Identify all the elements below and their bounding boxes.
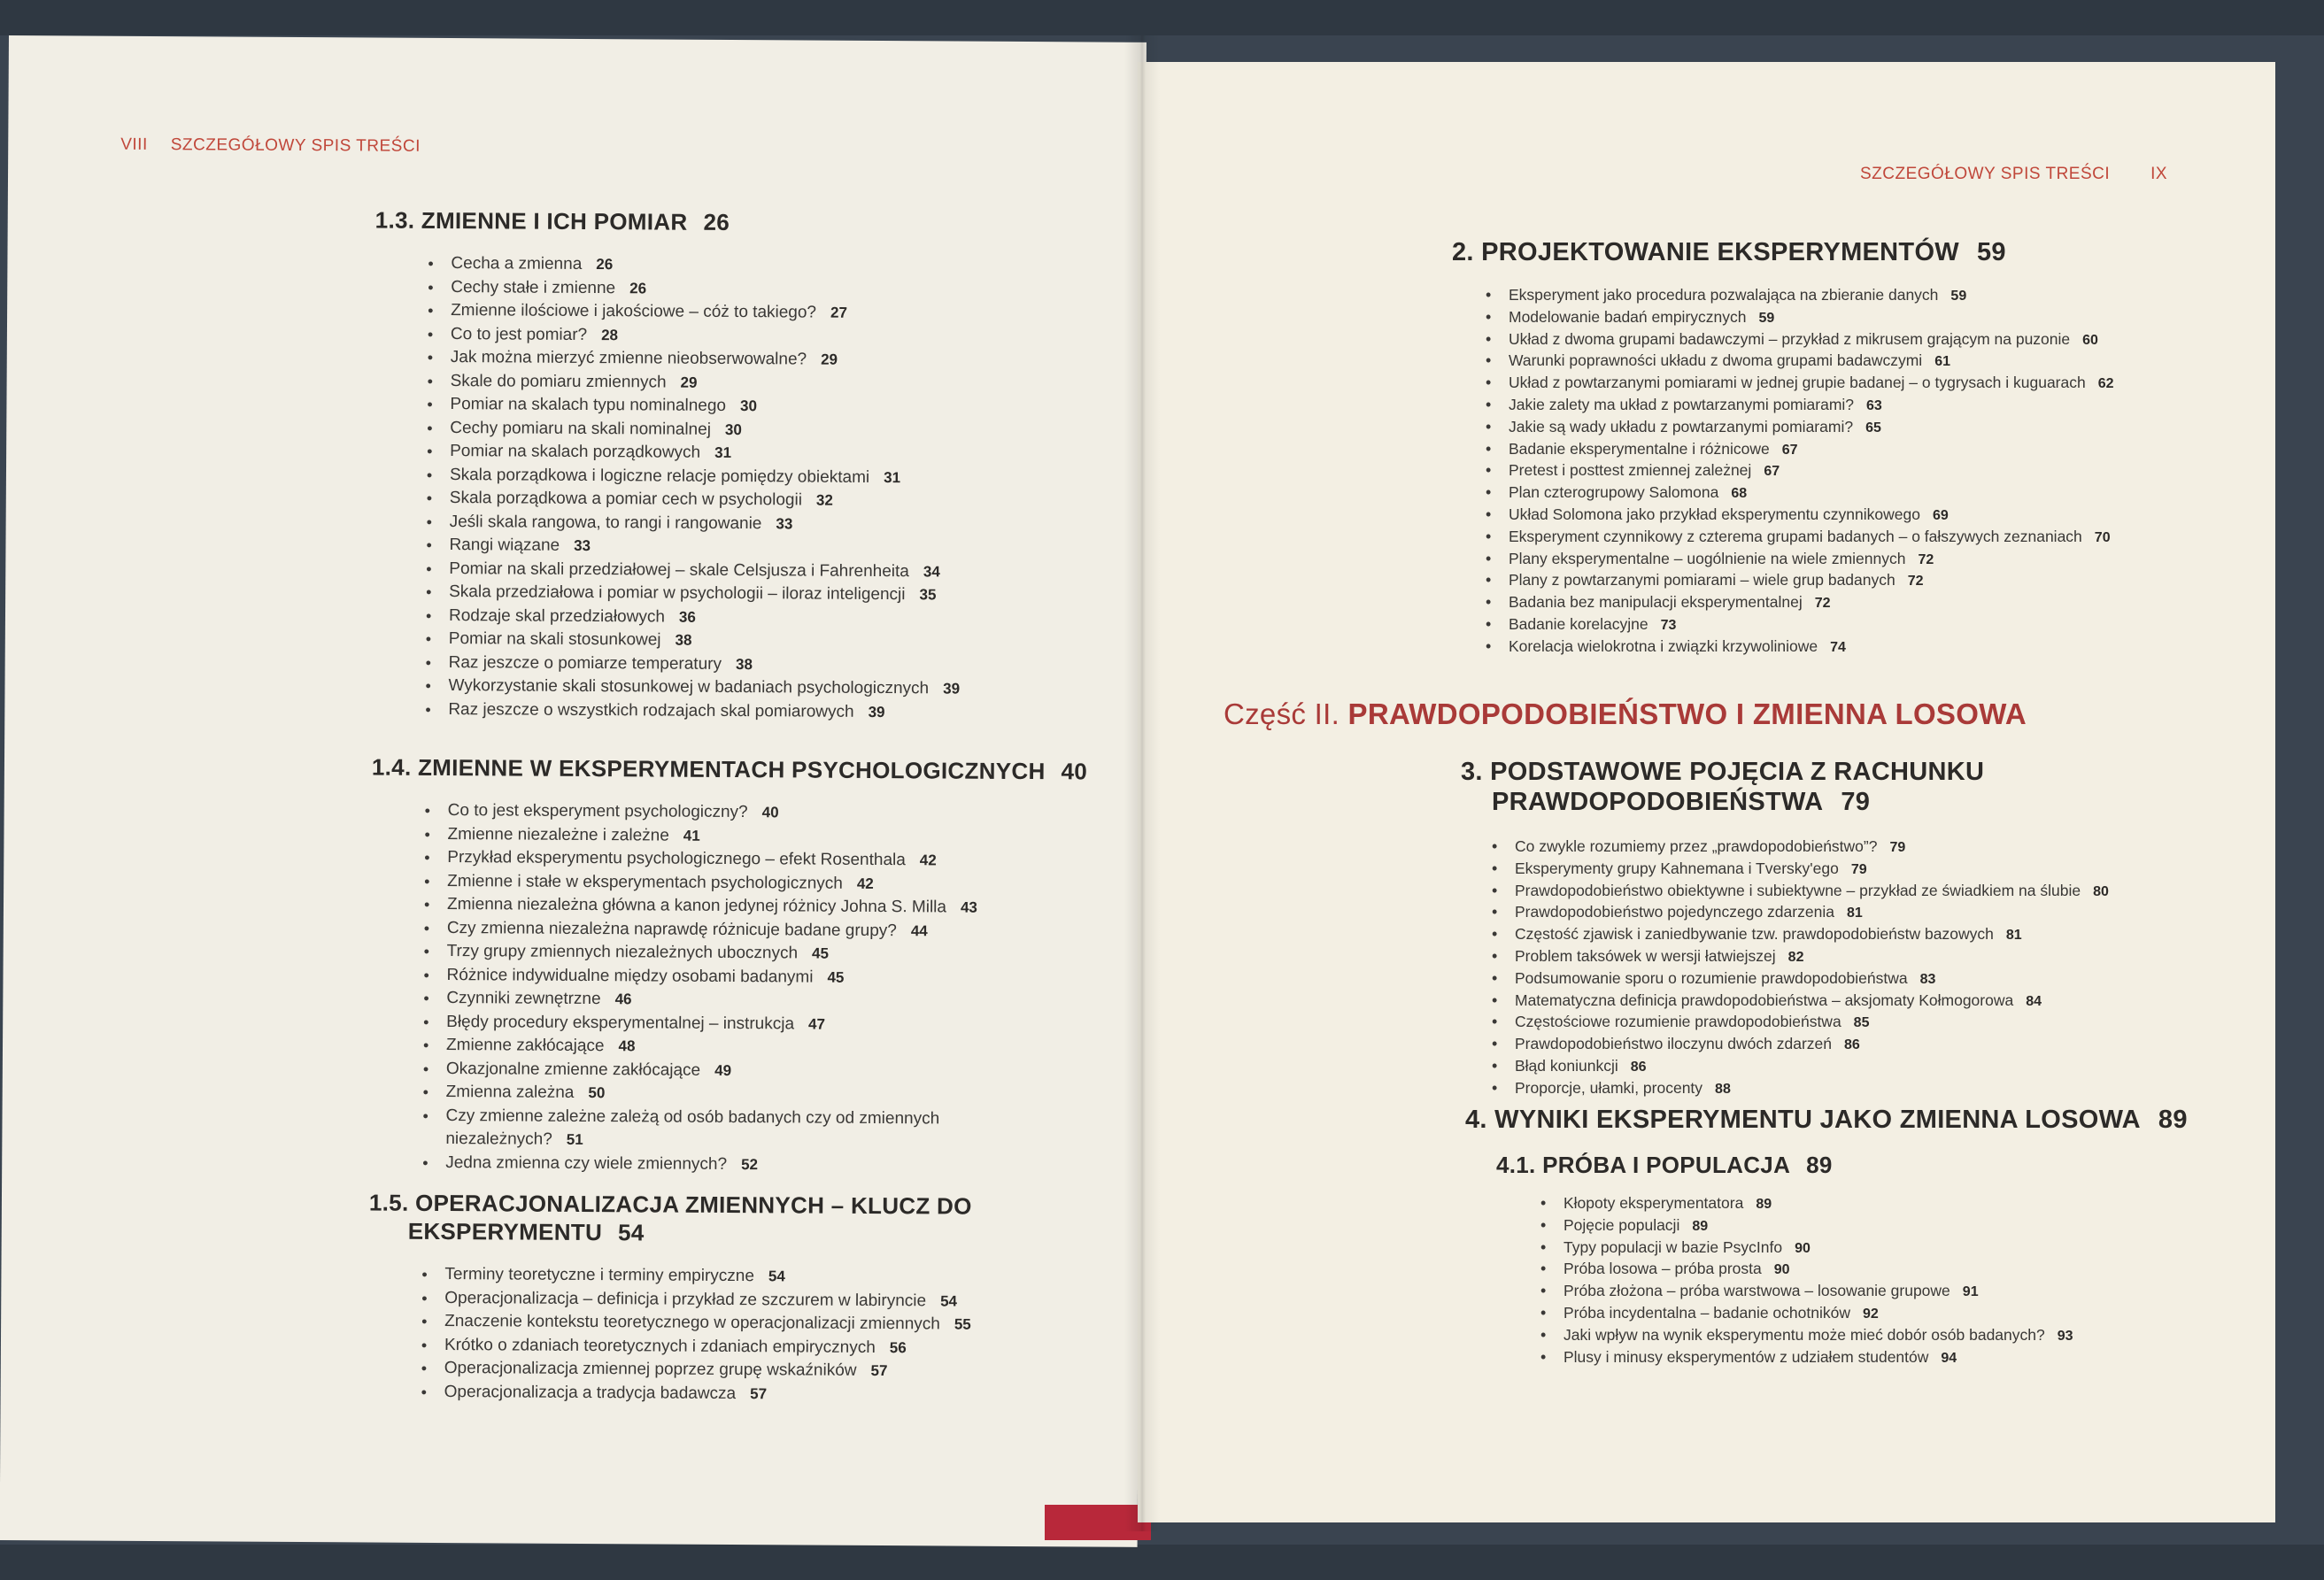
entry-page: 33: [574, 536, 591, 555]
entry-text: Skale do pomiaru zmiennych: [450, 371, 667, 392]
entry-text: Układ z dwoma grupami badawczymi – przykład z mikrusem grającym na puzonie: [1509, 329, 2071, 348]
entry-text: Operacjonalizacja zmiennej poprzez grupę wskaźników: [444, 1359, 857, 1380]
entry-text: Typy populacji w bazie PsycInfo: [1563, 1237, 1783, 1256]
entry-page: 70: [2094, 529, 2111, 545]
toc-list: [425, 252, 1100, 726]
entry-text: Czy zmienne zależne zależą od osób badanych czy od zmiennych niezależnych?: [445, 1106, 940, 1149]
toc-entry: [1486, 417, 2231, 439]
mat-stripe: [0, 0, 2324, 35]
entry-page: 42: [919, 852, 937, 869]
entry-text: Krótko o zdaniach teoretycznych i zdaniach empirycznych: [444, 1335, 876, 1357]
entry-text: Czynniki zewnętrzne: [446, 989, 601, 1009]
entry-text: Jak można mierzyć zmienne nieobserwowalne?: [450, 348, 807, 369]
entry-text: Problem taksówek w wersji łatwiejszej: [1515, 946, 1776, 965]
toc-entry: [1540, 1347, 2244, 1369]
right-page: [1138, 62, 2275, 1522]
toc-entry: [1486, 329, 2231, 351]
entry-text: Wykorzystanie skali stosunkowej w badaniach psychologicznych: [448, 676, 930, 698]
toc-entry: [1492, 1056, 2240, 1078]
toc-entry: [1486, 395, 2231, 417]
toc-entry: [424, 846, 991, 873]
entry-text: Różnice indywidualne między osobami badanymi: [446, 965, 814, 987]
entry-text: Skala porządkowa i logiczne relacje pomiędzy obiektami: [449, 465, 870, 487]
entry-page: 30: [724, 420, 742, 438]
left-page: [0, 35, 1147, 1547]
toc-entry: [1492, 946, 2240, 968]
entry-page: 81: [1846, 906, 1863, 921]
entry-page: 49: [714, 1061, 732, 1079]
entry-text: Jaki wpływ na wynik eksperymentu może mieć dobór osób badanych?: [1563, 1325, 2045, 1344]
entry-text: Cecha a zmienna: [451, 254, 583, 274]
toc-entry: [1486, 373, 2231, 395]
entry-page: 86: [1630, 1059, 1647, 1075]
toc-entry: [422, 1151, 989, 1177]
entry-text: Co to jest eksperyment psychologiczny?: [447, 801, 748, 822]
toc-entry: [423, 963, 990, 990]
entry-text: Plan czterogrupowy Salomona: [1509, 483, 1719, 502]
toc-entry: [1492, 859, 2240, 881]
entry-text: Pomiar na skalach porządkowych: [450, 442, 701, 462]
entry-page: 86: [1844, 1037, 1860, 1053]
running-head-left: [120, 135, 421, 157]
section-title: 1.5. OPERACJONALIZACJA ZMIENNYCH – KLUCZ DO EKSPERYMENTU 54: [368, 1189, 972, 1246]
section-title: 4.1. PRÓBA I POPULACJA 89: [1496, 1152, 1833, 1178]
entry-page: 68: [1731, 486, 1748, 502]
toc-entry: [1492, 1034, 2240, 1056]
entry-text: Badanie eksperymentalne i różnicowe: [1509, 439, 1770, 458]
entry-page: 89: [1756, 1197, 1772, 1212]
entry-page: 59: [1758, 310, 1775, 326]
entry-page: 91: [1962, 1284, 1979, 1300]
running-head-right: [1860, 165, 2167, 184]
section-1-3: [372, 206, 1101, 726]
entry-text: Przykład eksperymentu psychologicznego – efekt Rosenthala: [447, 848, 906, 870]
entry-page: 47: [807, 1015, 826, 1033]
toc-entry: [1486, 570, 2231, 592]
entry-page: 72: [1918, 551, 1934, 567]
entry-page: 50: [588, 1084, 606, 1102]
entry-text: Zmienne niezależne i zależne: [447, 824, 669, 845]
toc-entry: [1486, 614, 2231, 636]
entry-page: 94: [1941, 1350, 1957, 1366]
entry-page: 92: [1862, 1306, 1879, 1322]
toc-entry: [1540, 1303, 2244, 1325]
entry-page: 29: [821, 351, 838, 368]
toc-entry: [1486, 549, 2231, 571]
entry-page: 57: [750, 1384, 768, 1402]
chapter-2: [1452, 237, 2231, 659]
entry-text: Raz jeszcze o pomiarze temperatury: [448, 652, 722, 674]
entry-page: 88: [1715, 1081, 1731, 1097]
entry-text: Zmienna niezależna główna a kanon jedynej różnicy Johna S. Milla: [446, 895, 947, 917]
entry-text: Cechy pomiaru na skali nominalnej: [450, 418, 712, 439]
entry-text: Układ z powtarzanymi pomiarami w jednej grupie badanej – o tygrysach i kuguarach: [1509, 374, 2086, 392]
entry-page: 29: [680, 374, 698, 391]
entry-page: 62: [2097, 376, 2114, 392]
entry-page: 45: [827, 968, 845, 986]
toc-entry: [1486, 307, 2231, 329]
toc-entry: [1486, 351, 2231, 373]
entry-page: 74: [1830, 639, 1846, 655]
entry-text: Proporcje, ułamki, procenty: [1515, 1078, 1703, 1097]
entry-text: Matematyczna definicja prawdopodobieństwa – aksjomaty Kołmogorowa: [1515, 990, 2014, 1009]
entry-text: Cechy stałe i zmienne: [451, 277, 616, 297]
toc-entry: [423, 1057, 990, 1083]
entry-page: 34: [923, 562, 940, 580]
chapter-title: 2. PROJEKTOWANIE EKSPERYMENTÓW 59: [1452, 238, 2006, 266]
entry-text: Plany eksperymentalne – uogólnienie na wiele zmiennych: [1509, 549, 1906, 567]
toc-entry: [1486, 439, 2231, 461]
entry-text: Znaczenie kontekstu teoretycznego w operacjonalizacji zmiennych: [444, 1312, 940, 1334]
entry-text: Pojęcie populacji: [1563, 1215, 1680, 1234]
entry-text: Skala przedziałowa i pomiar w psychologii – iloraz inteligencji: [449, 582, 906, 605]
toc-entry: [423, 1034, 990, 1060]
entry-text: Prawdopodobieństwo pojedynczego zdarzenia: [1515, 903, 1834, 921]
toc-list: [1540, 1193, 2244, 1368]
entry-page: 39: [868, 703, 885, 721]
toc-entry: [424, 916, 991, 943]
entry-text: Pretest i posttest zmiennej zależnej: [1509, 461, 1752, 480]
entry-page: 79: [1850, 861, 1867, 877]
toc-list: [422, 799, 992, 1178]
entry-page: 31: [884, 468, 901, 486]
entry-text: Eksperyment jako procedura pozwalająca na zbieranie danych: [1509, 286, 1939, 304]
entry-text: Trzy grupy zmiennych niezależnych ubocznych: [446, 942, 799, 963]
entry-page: 73: [1660, 617, 1677, 633]
entry-text: Terminy teoretyczne i terminy empiryczne: [444, 1265, 755, 1286]
running-title: SZCZEGÓŁOWY SPIS TREŚCI: [170, 135, 421, 156]
entry-page: 83: [1919, 971, 1936, 987]
entry-text: Okazjonalne zmienne zakłócające: [445, 1059, 701, 1080]
toc-entry: [423, 1081, 990, 1107]
entry-page: 79: [1889, 840, 1906, 855]
toc-entry: [1486, 482, 2231, 505]
entry-text: Korelacja wielokrotna i związki krzywoliniowe: [1509, 636, 1818, 655]
entry-text: Częstościowe rozumienie prawdopodobieństwa: [1515, 1013, 1841, 1031]
entry-text: Rangi wiązane: [449, 536, 560, 555]
toc-list: [1492, 836, 2240, 1100]
toc-entry: [1492, 1012, 2240, 1034]
entry-page: 85: [1853, 1015, 1870, 1031]
chapter-title: 3. PODSTAWOWE POJĘCIA Z RACHUNKU PRAWDOPODOBIEŃSTWA 79: [1461, 758, 1985, 816]
toc-entry: [424, 869, 991, 896]
entry-text: Jakie są wady układu z powtarzanymi pomiarami?: [1509, 417, 1854, 435]
entry-page: 52: [741, 1155, 759, 1173]
entry-text: Układ Solomona jako przykład eksperymentu czynnikowego: [1509, 505, 1920, 523]
entry-page: 42: [856, 875, 874, 892]
entry-text: Jakie zalety ma układ z powtarzanymi pomiarami?: [1509, 395, 1855, 413]
entry-page: 72: [1907, 574, 1924, 590]
entry-page: 26: [629, 279, 647, 297]
entry-page: 84: [2026, 993, 2042, 1009]
toc-entry: [424, 893, 991, 920]
toc-entry: [1540, 1259, 2244, 1281]
section-title: 1.4. ZMIENNE W EKSPERYMENTACH PSYCHOLOGICZNYCH 40: [371, 753, 1088, 785]
entry-page: 33: [776, 514, 793, 532]
toc-entry: [1486, 285, 2231, 307]
entry-text: Prawdopodobieństwo iloczynu dwóch zdarzeń: [1515, 1035, 1832, 1053]
entry-page: 80: [2093, 883, 2109, 899]
entry-page: 72: [1814, 596, 1831, 612]
entry-text: Eksperyment czynnikowy z czterema grupami badanych – o fałszywych zeznaniach: [1509, 527, 2082, 545]
toc-entry: [1492, 968, 2240, 990]
toc-entry: [1492, 1078, 2240, 1100]
entry-text: Plusy i minusy eksperymentów z udziałem studentów: [1563, 1347, 1929, 1366]
toc-entry: [1486, 527, 2231, 549]
chapter-title: 4. WYNIKI EKSPERYMENTU JAKO ZMIENNA LOSOWA 89: [1465, 1106, 2188, 1134]
entry-text: Raz jeszcze o wszystkich rodzajach skal pomiarowych: [448, 699, 854, 721]
toc-entry: [1540, 1215, 2244, 1237]
mat-stripe: [0, 1545, 2324, 1580]
toc-entry: [1486, 460, 2231, 482]
entry-page: 44: [910, 921, 928, 939]
entry-text: Prawdopodobieństwo obiektywne i subiektywne – przykład ze świadkiem na ślubie: [1515, 881, 2081, 899]
entry-page: 54: [768, 1268, 785, 1285]
entry-page: 56: [889, 1338, 907, 1356]
entry-text: Badania bez manipulacji eksperymentalnej: [1509, 593, 1803, 612]
toc-entry: [1540, 1281, 2244, 1303]
entry-page: 61: [1934, 354, 1950, 370]
entry-page: 54: [940, 1291, 958, 1310]
entry-text: Warunki poprawności układu z dwoma grupami badawczymi: [1509, 351, 1923, 370]
entry-page: 59: [1950, 289, 1967, 304]
toc-list: [421, 1263, 1113, 1408]
entry-text: Błędy procedury eksperymentalnej – instrukcja: [446, 1012, 795, 1033]
entry-text: Pomiar na skalach typu nominalnego: [450, 395, 727, 415]
toc-entry: [1492, 902, 2240, 924]
entry-page: 43: [960, 898, 977, 916]
entry-page: 90: [1773, 1262, 1790, 1278]
entry-page: 48: [618, 1037, 636, 1055]
toc-entry: [421, 1380, 1112, 1407]
page-number: IX: [2150, 165, 2168, 183]
entry-page: 32: [815, 491, 833, 509]
entry-text: Co zwykle rozumiemy przez „prawdopodobieństwo”?: [1515, 837, 1878, 855]
entry-text: Próba incydentalna – badanie ochotników: [1563, 1303, 1850, 1322]
entry-page: 27: [830, 304, 848, 321]
entry-text: Podsumowanie sporu o rozumienie prawdopodobieństwa: [1515, 968, 1908, 987]
toc-entry: [1492, 881, 2240, 903]
entry-text: Jedna zmienna czy wiele zmiennych?: [445, 1152, 728, 1174]
toc-entry: [423, 987, 990, 1014]
entry-page: 30: [739, 397, 758, 415]
entry-page: 28: [601, 326, 619, 343]
entry-page: 51: [566, 1130, 583, 1148]
entry-text: Próba złożona – próba warstwowa – losowanie grupowe: [1563, 1282, 1950, 1300]
entry-text: Modelowanie badań empirycznych: [1509, 307, 1747, 326]
toc-list: [1486, 285, 2231, 659]
entry-page: 38: [735, 655, 753, 673]
toc-entry: [1486, 636, 2231, 659]
entry-text: Plany z powtarzanymi pomiarami – wiele grup badanych: [1509, 571, 1895, 590]
entry-page: 39: [943, 680, 961, 698]
entry-page: 26: [596, 256, 614, 274]
entry-text: Zmienne i stałe w eksperymentach psychologicznych: [447, 871, 843, 893]
entry-page: 81: [2005, 928, 2022, 944]
entry-text: Co to jest pomiar?: [450, 324, 588, 344]
entry-page: 41: [683, 827, 700, 844]
running-title: SZCZEGÓŁOWY SPIS TREŚCI: [1860, 165, 2111, 183]
entry-text: Próba losowa – próba prosta: [1563, 1260, 1762, 1278]
entry-text: Czy zmienna niezależna naprawdę różnicuje badane grupy?: [446, 918, 897, 940]
entry-text: Zmienne ilościowe i jakościowe – cóż to takiego?: [451, 301, 817, 322]
entry-page: 57: [870, 1361, 888, 1380]
entry-text: Jeśli skala rangowa, to rangi i rangowanie: [449, 512, 762, 533]
entry-page: 36: [678, 608, 696, 626]
entry-page: 69: [1932, 507, 1949, 523]
entry-page: 89: [1692, 1218, 1709, 1234]
entry-page: 67: [1764, 464, 1780, 480]
entry-text: Kłopoty eksperymentatora: [1563, 1194, 1744, 1212]
entry-page: 55: [954, 1315, 971, 1333]
entry-page: 35: [919, 586, 937, 604]
toc-entry: [425, 698, 1098, 725]
toc-entry: [1492, 990, 2240, 1013]
section-title: 1.3. ZMIENNE I ICH POMIAR 26: [374, 206, 730, 235]
chapter-3: [1461, 757, 2240, 1100]
entry-text: Częstość zjawisk i zaniedbywanie tzw. prawdopodobieństw bazowych: [1515, 925, 1994, 944]
entry-text: Badanie korelacyjne: [1509, 614, 1648, 633]
entry-text: Rodzaje skal przedziałowych: [448, 605, 666, 627]
toc-entry: [424, 940, 991, 967]
toc-entry: [1540, 1237, 2244, 1260]
entry-text: Pomiar na skali stosunkowej: [448, 629, 661, 650]
toc-entry: [423, 1010, 990, 1037]
entry-page: 31: [714, 443, 732, 461]
toc-entry: [1492, 924, 2240, 946]
entry-page: 40: [761, 804, 779, 821]
entry-page: 38: [675, 631, 692, 649]
toc-entry: [1486, 505, 2231, 527]
entry-page: 45: [811, 944, 830, 962]
entry-page: 65: [1865, 420, 1881, 435]
entry-text: Operacjonalizacja a tradycja badawcza: [444, 1382, 737, 1403]
toc-entry: [1486, 592, 2231, 614]
entry-text: Pomiar na skali przedziałowej – skale Celsjusza i Fahrenheita: [449, 559, 909, 581]
toc-entry: [422, 1104, 989, 1154]
book-spine: [1124, 35, 1160, 1531]
entry-page: 82: [1787, 949, 1804, 965]
entry-page: 60: [2082, 332, 2098, 348]
toc-entry: [1540, 1193, 2244, 1215]
page-number: VIII: [120, 135, 148, 154]
toc-entry: [424, 822, 991, 849]
entry-page: 90: [1795, 1240, 1811, 1256]
section-1-4: [369, 753, 1116, 1179]
part-title: Część II. PRAWDOPODOBIEŃSTWO I ZMIENNA LOSOWA: [1224, 698, 2027, 730]
entry-text: Zmienne zakłócające: [445, 1036, 605, 1056]
chapter-4: [1465, 1105, 2244, 1368]
entry-text: Zmienna zależna: [445, 1083, 575, 1102]
toc-entry: [1492, 836, 2240, 859]
entry-text: Eksperymenty grupy Kahnemana i Tversky'ego: [1515, 859, 1839, 877]
toc-entry: [425, 799, 992, 826]
entry-page: 63: [1866, 397, 1882, 413]
entry-text: Skala porządkowa a pomiar cech w psychologii: [449, 489, 803, 510]
entry-page: 93: [2057, 1328, 2073, 1344]
entry-page: 46: [614, 990, 632, 1008]
entry-page: 67: [1781, 442, 1798, 458]
entry-text: Błąd koniunkcji: [1515, 1056, 1618, 1075]
toc-entry: [1540, 1325, 2244, 1347]
section-1-5: [368, 1189, 1113, 1408]
entry-text: Operacjonalizacja – definicja i przykład ze szczurem w labiryncie: [444, 1288, 927, 1310]
